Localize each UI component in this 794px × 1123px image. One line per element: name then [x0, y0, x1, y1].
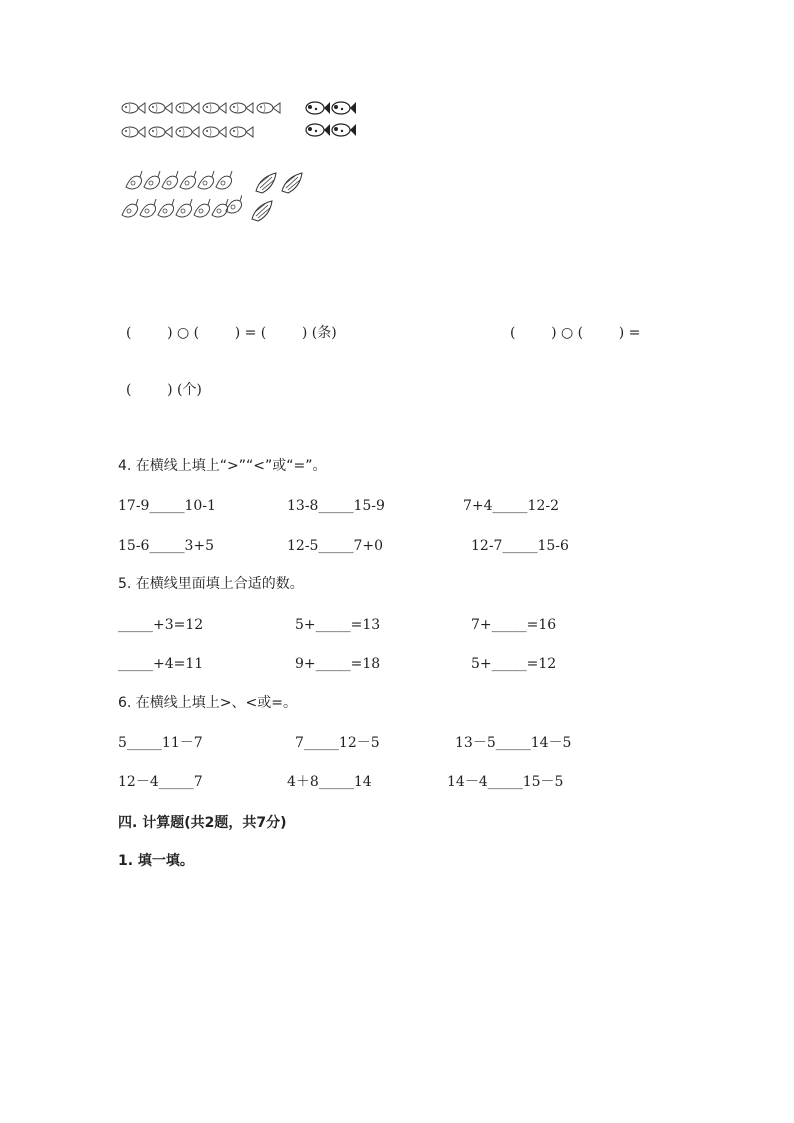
problem-s6-r2-c1: 12－4_____7 [118, 774, 203, 790]
fish-group-right [303, 97, 359, 143]
fish-answer-line: ( ) ○ ( ) = ( ) (条) [126, 325, 337, 341]
shell-answer-line-b: ( ) (个) [126, 382, 202, 398]
section4-title: 4. 在横线上填上“>”“<”或“=”。 [118, 458, 327, 474]
part4-title: 四. 计算题(共2题，共7分) [118, 815, 287, 831]
shell-group-right [246, 169, 312, 225]
problem-s6-r1-c3: 13－5_____14－5 [455, 735, 572, 751]
problem-s6-r2-c2: 4＋8_____14 [287, 774, 372, 790]
part4-question1: 1. 填一填。 [118, 853, 194, 869]
section6-title: 6. 在横线上填上>、<或=。 [118, 695, 297, 711]
problem-s6-r2-c3: 14－4_____15－5 [447, 774, 564, 790]
problem-s5-r2-c3: 5+_____=12 [471, 656, 557, 672]
problem-s4-r1-c3: 7+4_____12-2 [463, 498, 559, 514]
section5-title: 5. 在横线里面填上合适的数。 [118, 576, 304, 592]
fish-icon [120, 97, 290, 143]
shell-group-left [120, 167, 242, 225]
problem-s6-r1-c1: 5_____11－7 [118, 735, 203, 751]
problem-s4-r1-c2: 13-8_____15-9 [287, 498, 385, 514]
problem-s5-r1-c1: _____+3=12 [118, 617, 204, 633]
fish-group-left [120, 97, 290, 143]
problem-s4-r2-c1: 15-6_____3+5 [118, 538, 214, 554]
problem-s5-r2-c1: _____+4=11 [118, 656, 204, 672]
shell-answer-line-a: ( ) ○ ( ) = [510, 325, 641, 341]
problem-s5-r2-c2: 9+_____=18 [295, 656, 381, 672]
spiral-shell-icon [120, 167, 242, 225]
problem-s5-r1-c2: 5+_____=13 [295, 617, 381, 633]
problem-s4-r2-c2: 12-5_____7+0 [287, 538, 383, 554]
problem-s4-r1-c1: 17-9_____10-1 [118, 498, 216, 514]
problem-s6-r1-c2: 7_____12－5 [295, 735, 380, 751]
problem-s4-r2-c3: 12-7_____15-6 [471, 538, 569, 554]
conch-shell-icon [246, 169, 312, 225]
spotted-fish-icon [303, 97, 359, 143]
problem-s5-r1-c3: 7+_____=16 [471, 617, 557, 633]
